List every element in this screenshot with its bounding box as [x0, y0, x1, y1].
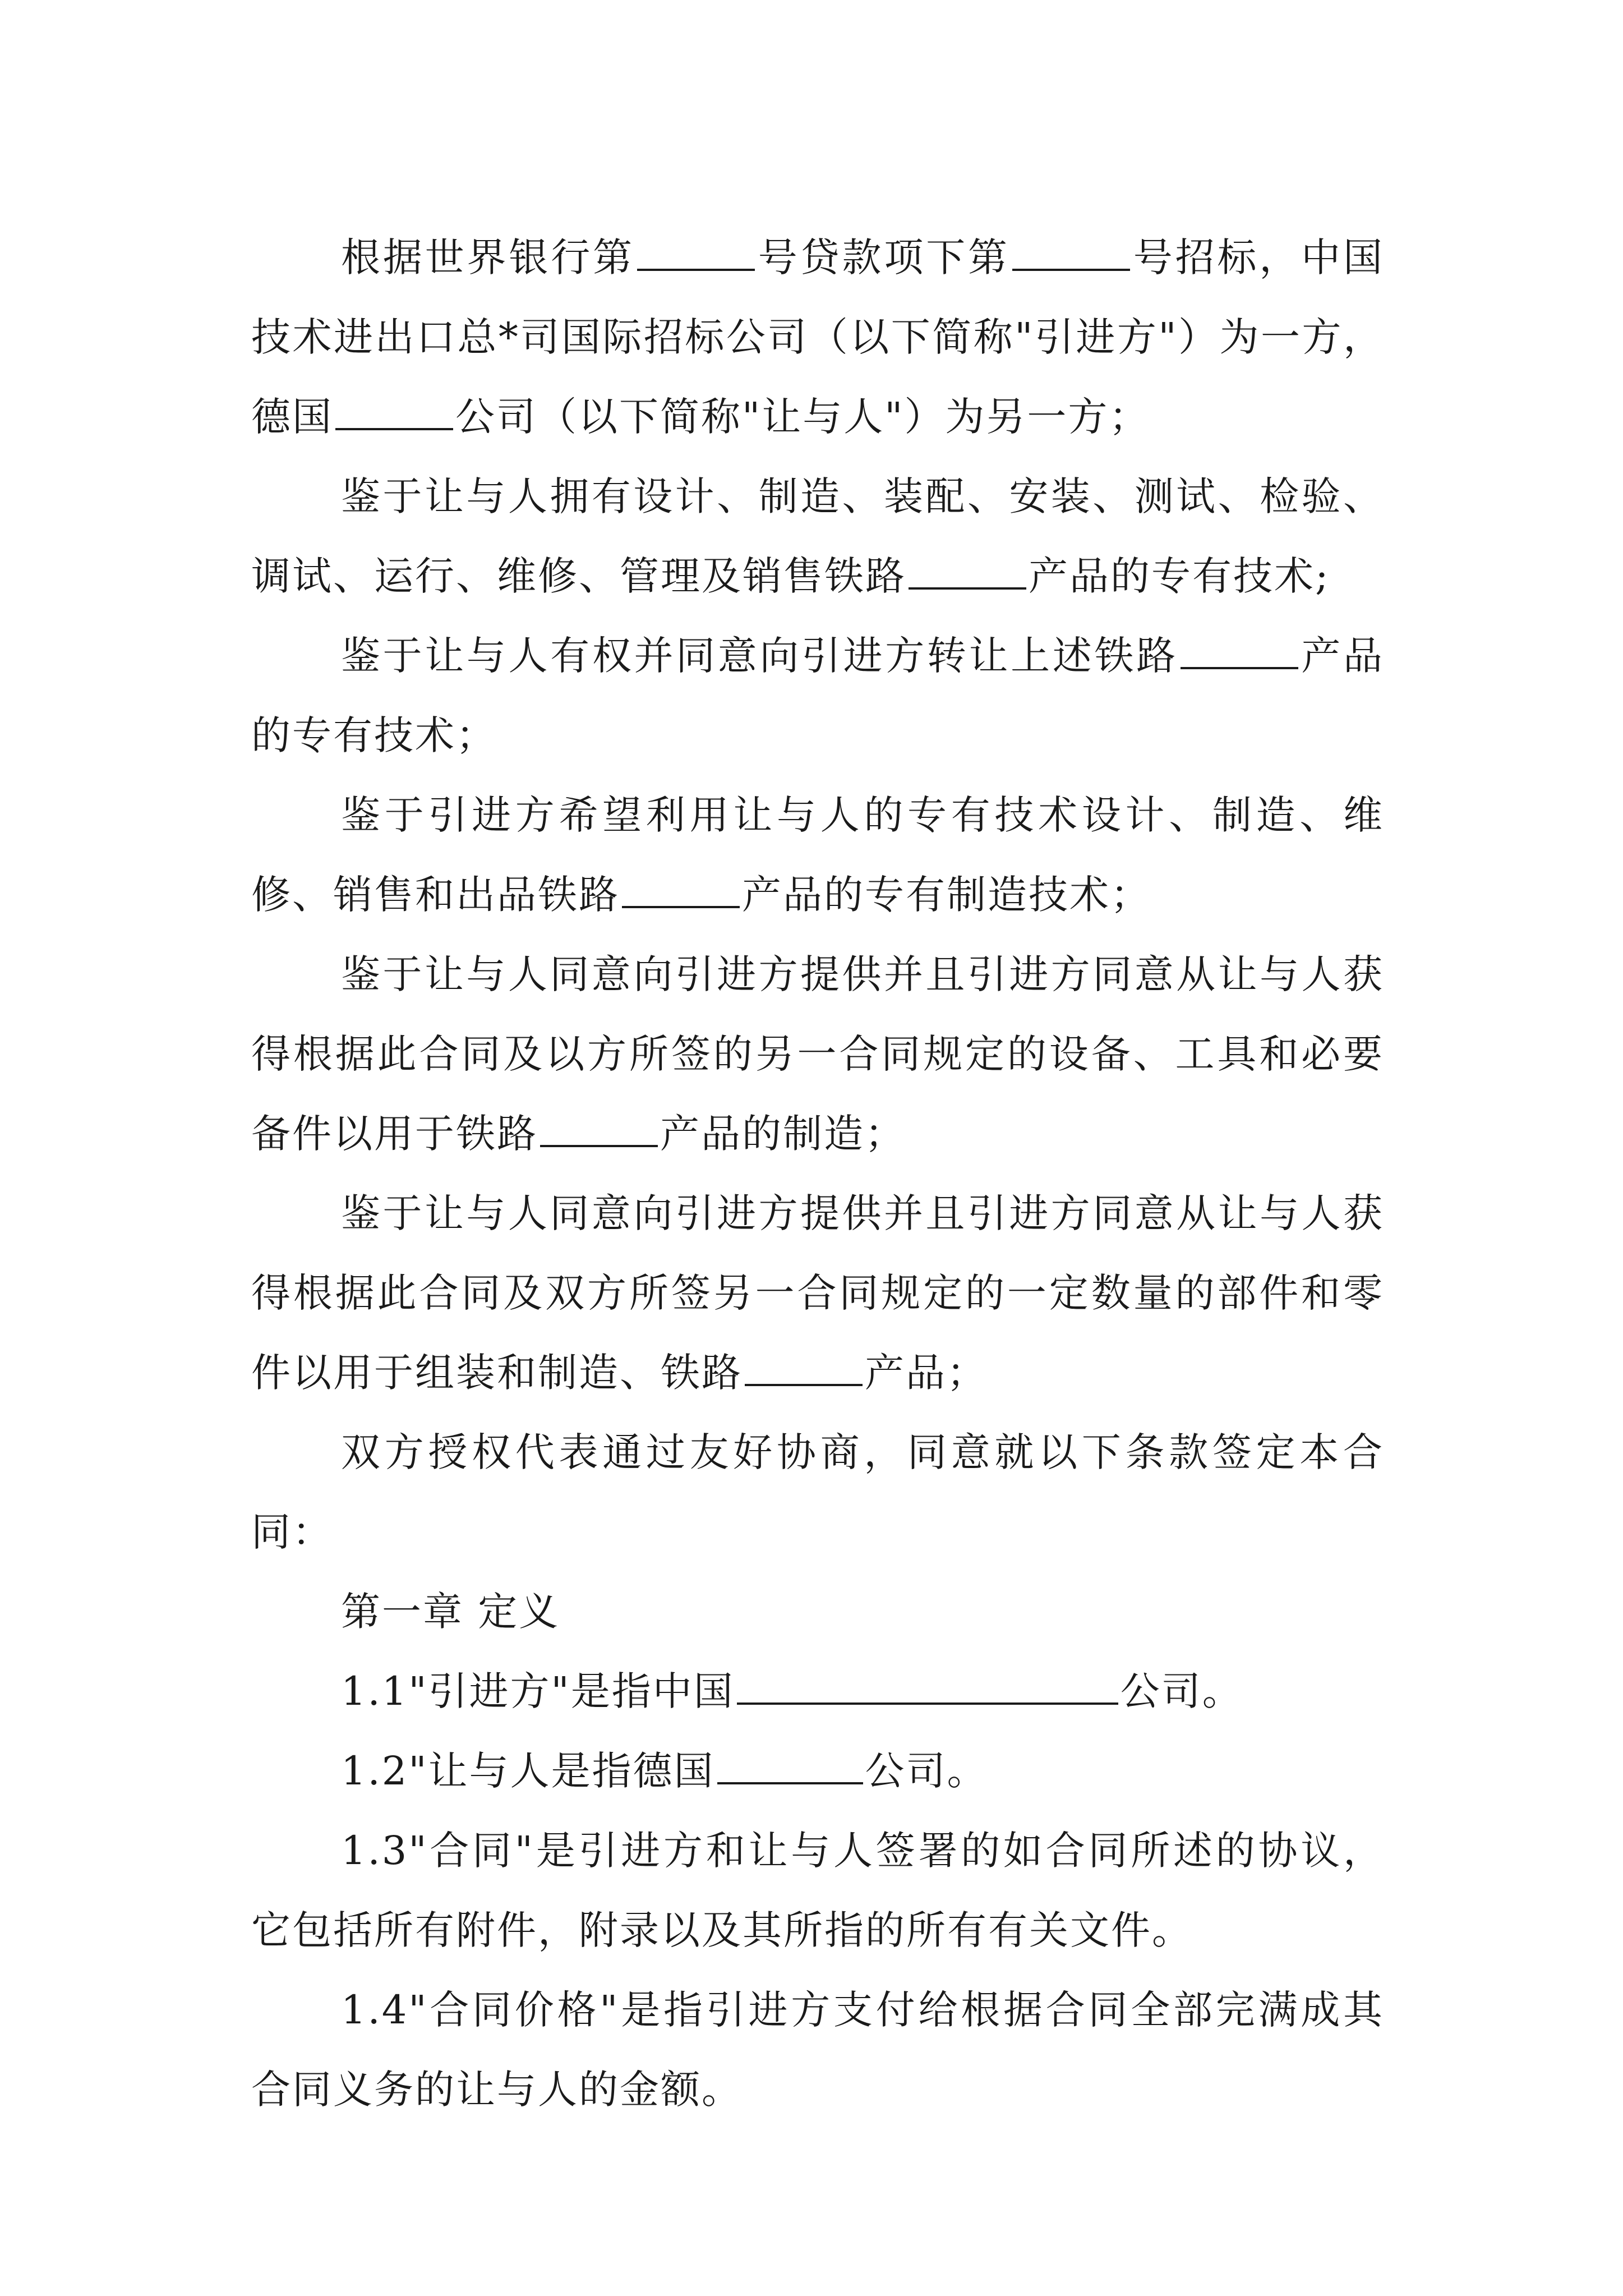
whereas-paragraph: 鉴于让与人有权并同意向引进方转让上述铁路 产品的专有技术； [251, 633, 1385, 758]
chapter-title: 第一章 定义 [341, 1589, 560, 1635]
whereas-paragraph: 鉴于让与人拥有设计、制造、装配、安装、测试、检验、调试、运行、维修、管理及销售铁路 产品的专有技术; [251, 473, 1384, 599]
blank-line [745, 1352, 863, 1386]
definition-item: 1.2"让与人是指德国 公司。 [341, 1748, 988, 1794]
preamble-paragraph: 根据世界银行第 号贷款项下第 号招标，中国技术进出口总*司国际招标公司（以下简称"引进方"）为一方，德国 公司（以下简称"让与人"）为另一方； [251, 234, 1385, 440]
blank-line [622, 875, 740, 908]
agreement-paragraph: 双方授权代表通过友好协商，同意就以下条款签定本合同： [251, 1429, 1384, 1555]
blank-line [1012, 237, 1130, 271]
contract-body [251, 218, 1384, 2129]
blank-line [1181, 636, 1298, 669]
blank-line [335, 397, 453, 430]
whereas-paragraph: 鉴于让与人同意向引进方提供并且引进方同意从让与人获得根据此合同及双方所签另一合同规定的一定数量的部件和零件以用于组装和制造、铁路 产品； [251, 1190, 1384, 1396]
definition-item: 1.3"合同"是引进方和让与人签署的如合同所述的协议，它包括所有附件，附录以及其所指的所有有关文件。 [251, 1828, 1384, 1953]
definition-item: 1.4"合同价格"是指引进方支付给根据合同全部完满成其合同义务的让与人的金额。 [251, 1987, 1384, 2113]
definition-item: 1.1"引进方"是指中国 公司。 [341, 1668, 1243, 1714]
whereas-paragraph: 鉴于让与人同意向引进方提供并且引进方同意从让与人获得根据此合同及以方所签的另一合同规定的设备、工具和必要备件以用于铁路 产品的制造； [251, 951, 1384, 1157]
blank-line [909, 556, 1026, 590]
blank-line [737, 1671, 1118, 1705]
blank-line [637, 237, 755, 271]
blank-line [540, 1114, 658, 1147]
whereas-paragraph: 鉴于引进方希望利用让与人的专有技术设计、制造、维修、销售和出品铁路 产品的专有制造技术； [251, 792, 1384, 918]
blank-line [717, 1751, 863, 1784]
